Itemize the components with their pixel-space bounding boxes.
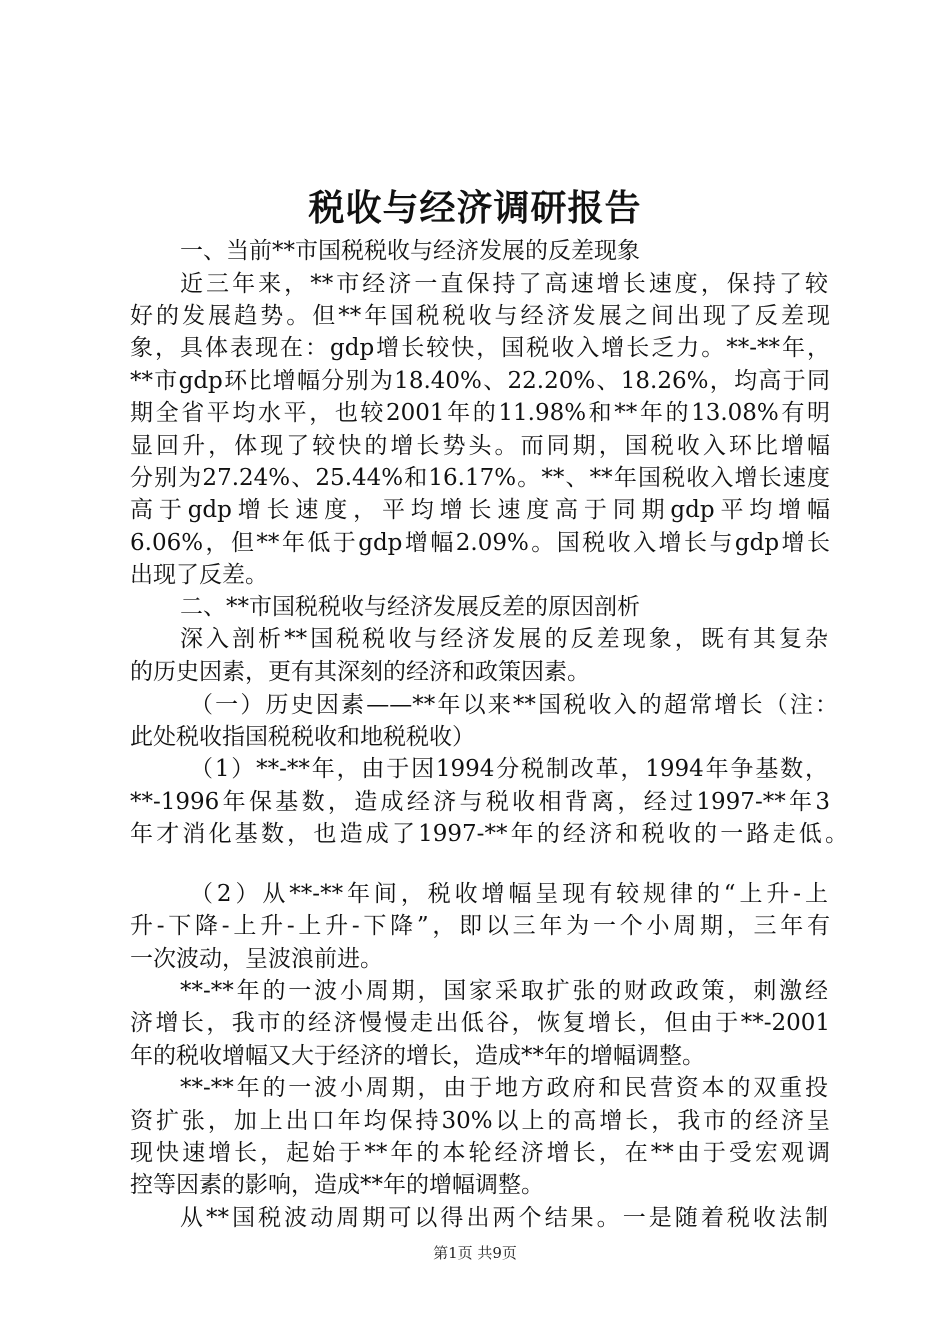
- paragraph-line: 年才消化基数，也造成了1997-**年的经济和税收的一路走低。: [130, 821, 848, 847]
- paragraph-line: **-**年的一波小周期，国家采取扩张的财政政策，刺激经: [180, 978, 828, 1004]
- paragraph-line: **-1996年保基数，造成经济与税收相背离，经过1997-**年3: [130, 789, 830, 815]
- page-footer: 第1页 共9页: [433, 1244, 517, 1262]
- paragraph-line: 分别为27.24%、25.44%和16.17%。**、**年国税收入增长速度: [130, 465, 830, 491]
- paragraph-line: **市gdp环比增幅分别为18.40%、22.20%、18.26%，均高于同: [130, 368, 830, 394]
- paragraph-line: 高于gdp增长速度，平均增长速度高于同期gdp平均增幅: [130, 497, 830, 523]
- paragraph-line: 6.06%，但**年低于gdp增幅2.09%。国税收入增长与gdp增长: [130, 530, 830, 556]
- paragraph-line: 资扩张，加上出口年均保持30%以上的高增长，我市的经济呈: [130, 1108, 830, 1134]
- paragraph-line: 控等因素的影响，造成**年的增幅调整。: [130, 1172, 544, 1198]
- paragraph-line: **-**年的一波小周期，由于地方政府和民营资本的双重投: [180, 1075, 828, 1101]
- document-title: 税收与经济调研报告: [308, 187, 642, 229]
- heading-1: 一、当前**市国税税收与经济发展的反差现象: [180, 238, 640, 264]
- paragraph-line: 升-下降-上升-上升-下降”，即以三年为一个小周期，三年有: [130, 913, 830, 939]
- paragraph-line: 显回升，体现了较快的增长势头。而同期，国税收入环比增幅: [130, 433, 830, 459]
- paragraph-line: 此处税收指国税税收和地税税收）: [130, 724, 475, 750]
- paragraph-line: 象，具体表现在：gdp增长较快，国税收入增长乏力。**-**年，: [130, 335, 830, 361]
- paragraph-line: 深入剖析**国税税收与经济发展的反差现象，既有其复杂: [180, 626, 828, 652]
- paragraph-line: 年的税收增幅又大于经济的增长，造成**年的增幅调整。: [130, 1043, 705, 1069]
- subheading-1: （一）历史因素——**年以来**国税收入的超常增长（注：: [190, 692, 838, 718]
- paragraph-line: 出现了反差。: [130, 562, 268, 588]
- paragraph-line: 现快速增长，起始于**年的本轮经济增长，在**由于受宏观调: [130, 1140, 830, 1166]
- paragraph-line: （1）**-**年，由于因1994分税制改革，1994年争基数，: [190, 756, 828, 782]
- heading-2: 二、**市国税税收与经济发展反差的原因剖析: [180, 594, 640, 620]
- paragraph-line: 好的发展趋势。但**年国税税收与经济发展之间出现了反差现: [130, 303, 830, 329]
- paragraph-line: 一次波动，呈波浪前进。: [130, 946, 383, 972]
- paragraph-line: 的历史因素，更有其深刻的经济和政策因素。: [130, 659, 590, 685]
- paragraph-line: 济增长，我市的经济慢慢走出低谷，恢复增长，但由于**-2001: [130, 1010, 830, 1036]
- paragraph-line: 期全省平均水平，也较2001年的11.98%和**年的13.08%有明: [130, 400, 830, 426]
- paragraph-line: 近三年来，**市经济一直保持了高速增长速度，保持了较: [180, 271, 828, 297]
- paragraph-line: 从**国税波动周期可以得出两个结果。一是随着税收法制: [180, 1205, 828, 1231]
- paragraph-line: （2）从**-**年间，税收增幅呈现有较规律的“上升-上: [190, 881, 828, 907]
